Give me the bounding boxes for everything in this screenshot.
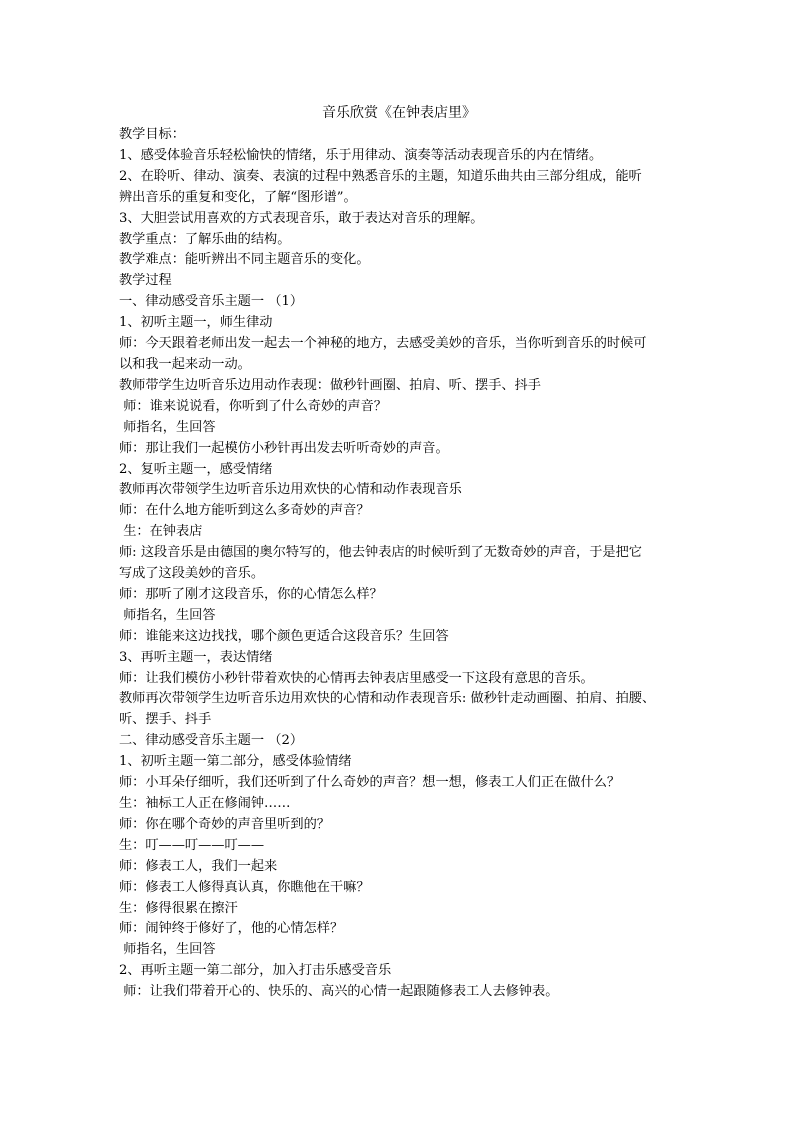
body-line: 师: 这段音乐是由德国的奥尔特写的，他去钟表店的时候听到了无数奇妙的声音，于是把它 [119, 545, 642, 561]
body-line: 1、初听主题一，师生律动 [119, 315, 273, 331]
body-line: 生：袖标工人正在修闹钟…… [119, 796, 291, 811]
body-line: 师：修表工人，我们一起来 [119, 858, 278, 874]
body-line: 1、感受体验音乐轻松愉快的情绪，乐于用律动、演奏等活动表现音乐的内在情绪。 [119, 147, 603, 163]
document-page [119, 101, 679, 1003]
body-line: 师：今天跟着老师出发一起去一个神秘的地方，去感受美妙的音乐，当你听到音乐的时候可 [119, 336, 647, 352]
body-line: 一、律动感受音乐主题一 （1） [119, 294, 304, 310]
body-line: 生：修得很累在擦汗 [119, 900, 238, 916]
body-line: 教师再次带领学生边听音乐边用欢快的心情和动作表现音乐 [119, 482, 462, 498]
body-line: 3、大胆尝试用喜欢的方式表现音乐，敢于表达对音乐的理解。 [119, 210, 484, 226]
body-line: 3、再听主题一，表达情绪 [119, 649, 273, 665]
body-line: 教学难点：能听辨出不同主题音乐的变化。 [119, 252, 370, 268]
body-line: 师：谁来说说看，你听到了什么奇妙的声音？ [119, 398, 387, 414]
body-line: 教师带学生边听音乐边用动作表现：做秒针画圈、拍肩、听、摆手、抖手 [119, 377, 541, 393]
body-line: 教学目标： [119, 127, 185, 142]
body-line: 师：那让我们一起模仿小秒针再出发去听听奇妙的声音。 [119, 440, 449, 456]
body-line: 师指名，生回答 [119, 942, 216, 958]
body-line: 师：那听了刚才这段音乐，你的心情怎么样？ [119, 586, 383, 602]
body-line: 教师再次带领学生边听音乐边用欢快的心情和动作表现音乐: 做秒针走动画圈、拍肩、拍腰、 [119, 691, 656, 707]
body-line: 生：在钟表店 [119, 524, 203, 540]
body-line: 师：在什么地方能听到这么多奇妙的声音？ [119, 503, 370, 519]
body-line: 写成了这段美妙的音乐。 [119, 566, 265, 582]
document-body [119, 125, 679, 1003]
body-line: 教学过程 [119, 273, 172, 289]
body-line: 师指名，生回答 [119, 607, 216, 623]
body-line: 师指名，生回答 [119, 419, 216, 435]
body-line: 辨出音乐的重复和变化，了解“图形谱”。 [119, 189, 357, 205]
body-line: 教学重点：了解乐曲的结构。 [119, 231, 291, 247]
body-line: 师：让我们模仿小秒针带着欢快的心情再去钟表店里感受一下这段有意思的音乐。 [119, 670, 594, 686]
body-line: 师：修表工人修得真认真，你瞧他在干嘛？ [119, 879, 370, 895]
body-line: 师：闹钟终于修好了，他的心情怎样？ [119, 921, 344, 937]
body-line: 生：叮——叮——叮—— [119, 837, 265, 853]
document-title: 音乐欣赏《在钟表店里》 [322, 105, 476, 121]
body-line: 师：让我们带着开心的、快乐的、高兴的心情一起跟随修表工人去修钟表。 [119, 984, 559, 1000]
body-line: 师：你在哪个奇妙的声音里听到的？ [119, 816, 330, 832]
body-line: 师：小耳朵仔细听，我们还听到了什么奇妙的声音？想一想，修表工人们正在做什么？ [119, 775, 621, 791]
body-line: 2、再听主题一第二部分，加入打击乐感受音乐 [119, 963, 392, 979]
body-line: 听、摆手、抖手 [119, 712, 212, 728]
body-line: 以和我一起来动一动。 [119, 356, 251, 372]
body-line: 师：谁能来这边找找，哪个颜色更适合这段音乐？生回答 [119, 628, 449, 644]
body-line: 2、复听主题一，感受情绪 [119, 461, 273, 477]
body-line: 二、律动感受音乐主题一 （2） [119, 733, 304, 749]
body-line: 2、在聆听、律动、演奏、表演的过程中熟悉音乐的主题，知道乐曲共由三部分组成，能听 [119, 168, 642, 184]
body-line: 1、初听主题一第二部分，感受体验情绪 [119, 754, 352, 770]
